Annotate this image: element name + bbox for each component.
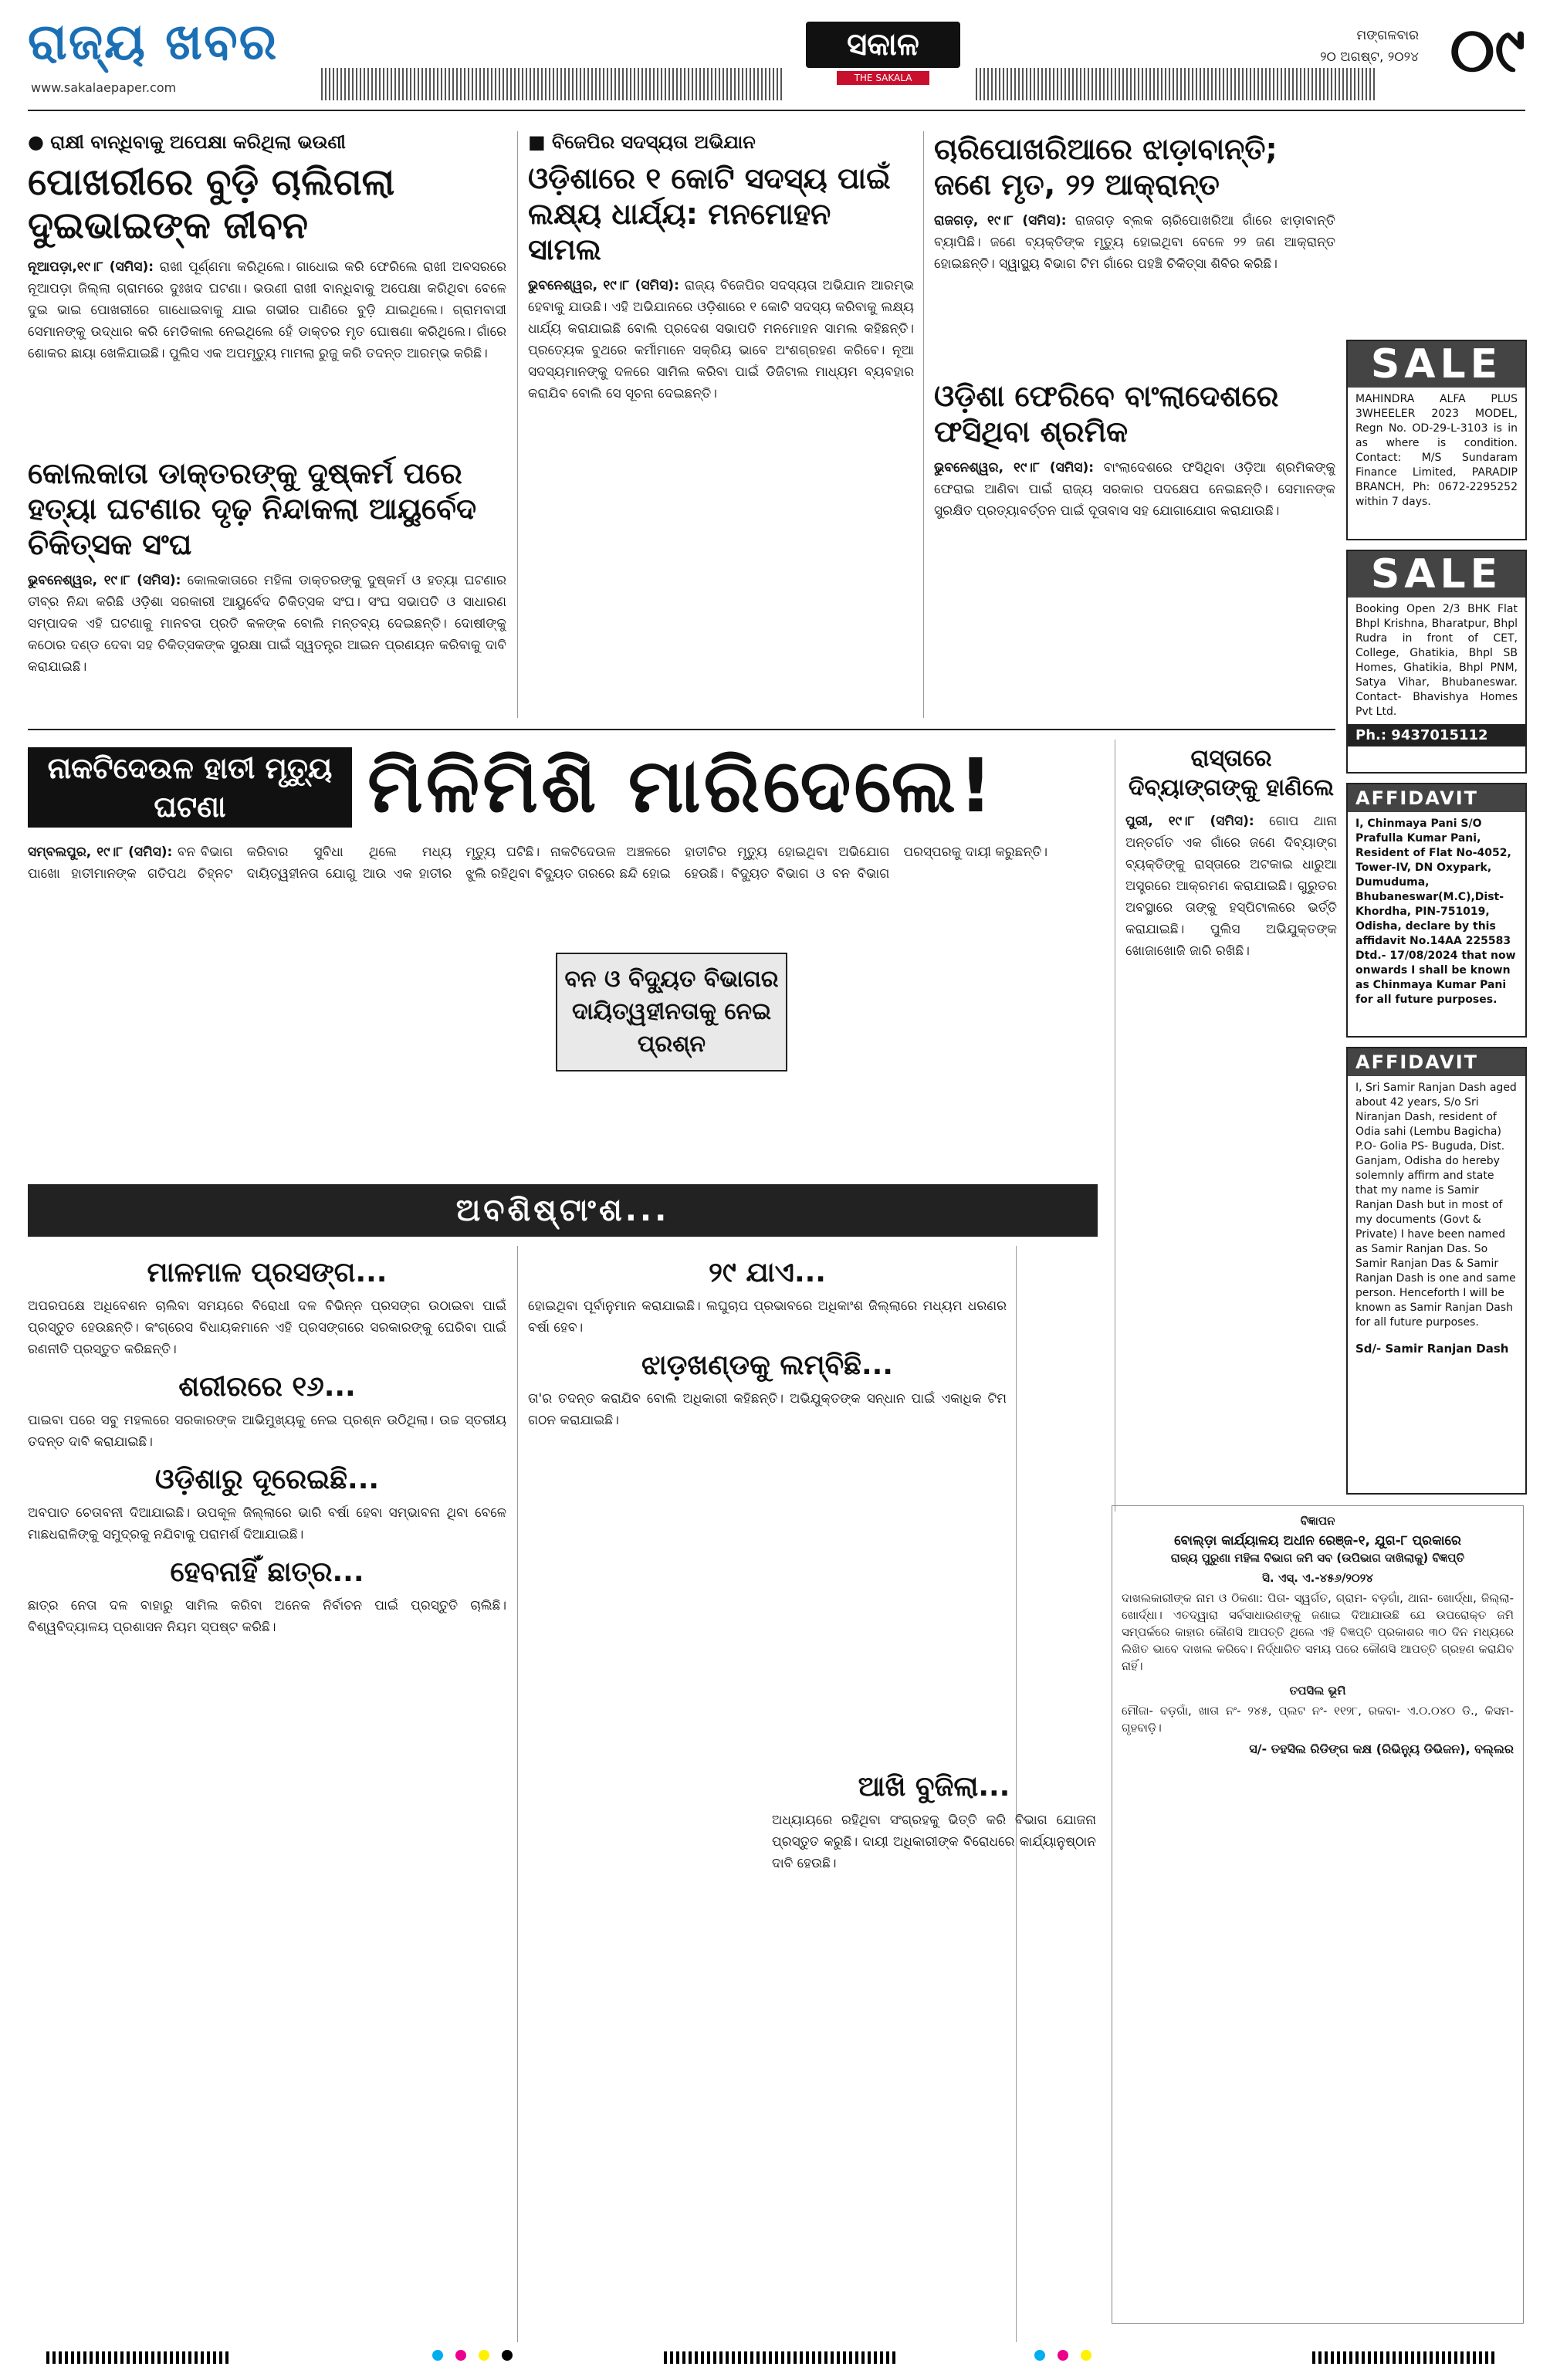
continuation-body: ପାଇବା ପରେ ସବୁ ମହଲରେ ସରକାରଙ୍କ ଆଭିମୁଖ୍ୟକୁ ନେଇ ପ୍ରଶ୍ନ ଉଠିଥିଲା। ଉଚ୍ଚ ସ୍ତରୀୟ ତଦନ୍ତ ଦାବି କରାଯାଇଛି।: [28, 1413, 506, 1450]
story-body: [528, 275, 914, 405]
legal-notice[interactable]: [1112, 1505, 1524, 2324]
masthead-hatch-left: [321, 68, 784, 100]
ad-title: SALE: [1348, 341, 1525, 388]
ad-phone: Ph.: 9437015112: [1348, 724, 1525, 747]
story-text: ରାଜଗଡ଼ ବ୍ଲକ ଚାରିପୋଖରିଆ ଗାଁରେ ଝାଡ଼ାବାନ୍ତି ବ୍ୟାପିଛି। ଜଣେ ବ୍ୟକ୍ତିଙ୍କ ମୃତ୍ୟୁ ହୋଇଥିବା ବେଳେ ୨୨ ଜଣ ଆକ୍ରାନ୍ତ ହୋଇଛନ୍ତି। ସ୍ୱାସ୍ଥ୍ୟ ବିଭାଗ ଟିମ ଗାଁରେ ପହଞ୍ଚି ଚିକିତ୍ସା ଶିବିର କରିଛି।: [934, 213, 1335, 272]
registration-mark-magenta: [1058, 2350, 1068, 2361]
story-text: ରାଖୀ ପୂର୍ଣ୍ଣମା କରିଥିଲେ। ଗାଧୋଇ କରି ଫେରିଲେ ରାଖୀ ଅବସରରେ ନୂଆପଡ଼ା ଜିଲ୍ଲା ଗ୍ରାମରେ ଦୁଃଖଦ ଘଟଣା। ଭଉଣୀ ରାଖୀ ବାନ୍ଧିବାକୁ ଅପେକ୍ଷା କରିଥିବା ବେଳେ ଦୁଇ ଭାଇ ପୋଖରୀରେ ଗାଧୋଇବାକୁ ଯାଇ ଗଭୀର ପାଣିରେ ବୁଡ଼ି ଯାଇଥିଲେ। ଗ୍ରାମବାସୀ ସେମାନଙ୍କୁ ଉଦ୍ଧାର କରି ମେଡିକାଲ ନେଇଥିଲେ ହେଁ ଡାକ୍ତର ମୃତ ଘୋଷଣା କରିଥିଲେ। ଗାଁରେ ଶୋକର ଛାୟା ଖେଳିଯାଇଛି। ପୁଲିସ ଏକ ଅପମୃତ୍ୟୁ ମାମଲା ରୁଜୁ କରି ତଦନ୍ତ ଆରମ୍ଭ କରିଛି।: [28, 259, 506, 361]
notice-body: ଦାଖଲକାରୀଙ୍କ ନାମ ଓ ଠିକଣା: ପିତା- ସ୍ୱର୍ଗତ, ଗ୍ରାମ- ବଡ଼ଗାଁ, ଥାନା- ଖୋର୍ଦ୍ଧା, ଜିଲ୍ଲା- ଖୋର୍ଦ୍ଧା। ଏତଦ୍ୱାରା ସର୍ବସାଧାରଣଙ୍କୁ ଜଣାଇ ଦିଆଯାଉଛି ଯେ ଉପରୋକ୍ତ ଜମି ସମ୍ପର୍କରେ କାହାର କୌଣସି ଆପତ୍ତି ଥିଲେ ଏହି ବିଜ୍ଞପ୍ତି ପ୍ରକାଶର ୩୦ ଦିନ ମଧ୍ୟରେ ଲିଖିତ ଭାବେ ଦାଖଲ କରିବେ। ନିର୍ଦ୍ଧାରିତ ସମୟ ପରେ କୌଣସି ଆପତ୍ତି ଗ୍ରହଣ କରାଯିବ ନାହିଁ।: [1122, 1591, 1514, 1673]
continuation-title[interactable]: ଝାଡ଼ଖଣ୍ଡକୁ ଲମ୍ବିଛି...: [641, 1349, 893, 1381]
story-kolkata: [28, 455, 506, 718]
story-headline[interactable]: ରାସ୍ତାରେ ଦିବ୍ୟାଙ୍ଗଙ୍କୁ ହାଣିଲେ: [1128, 745, 1335, 801]
ad-text: Booking Open 2/3 BHK Flat Bhpl Krishna, Bharatpur, Bhpl Rudra in front of CET, College, Ghatikia, Bhpl SB Homes, Ghatikia, Bhpl PNM, Satya Vihar, Bhubaneswar. Contact- Bhavishya Homes Pvt Ltd.: [1355, 603, 1518, 718]
continuation-title[interactable]: ଶରୀରରେ ୧୬...: [178, 1371, 356, 1403]
ad-text: I, Chinmaya Pani S/O Prafulla Kumar Pani, Resident of Flat No-4052, Tower-IV, DN Oxypark, Dumuduma, Bhubaneswar(M.C),Dist-Khordha, PIN-751019, Odisha, declare by this affidavit No.14AA 225583 Dtd.- 17/08/2024 that now onwards I shall be known as Chinmaya Kumar Pani for all future purposes.: [1355, 818, 1516, 1006]
continuation-body: ହୋଇଥିବା ପୂର୍ବାନୁମାନ କରାଯାଇଛି। ଲଘୁଚାପ ପ୍ରଭାବରେ ଅଧିକାଂଶ ଜିଲ୍ଲାରେ ମଧ୍ୟମ ଧରଣର ବର୍ଷା ହେବ।: [528, 1298, 1007, 1336]
print-strip-left: [46, 2351, 232, 2364]
classified-sale-flat[interactable]: [1346, 550, 1527, 774]
column-divider: [517, 131, 518, 718]
continuation-body: ତା'ର ତଦନ୍ତ କରାଯିବ ବୋଲି ଅଧିକାରୀ କହିଛନ୍ତି। ଅଭିଯୁକ୍ତଙ୍କ ସନ୍ଧାନ ପାଇଁ ଏକାଧିକ ଟିମ ଗଠନ କରାଯାଇଛି।: [528, 1391, 1007, 1428]
classified-affidavit-dash[interactable]: [1346, 1047, 1527, 1495]
story-bjp-membership: [528, 131, 914, 718]
story-kicker: ● ରାକ୍ଷୀ ବାନ୍ଧିବାକୁ ଅପେକ୍ଷା କରିଥିଲା ଭଉଣୀ: [28, 131, 346, 153]
continuation-body: ଅବପାତ ଚେତାବନୀ ଦିଆଯାଇଛି। ଉପକୂଳ ଜିଲ୍ଲାରେ ଭାରି ବର୍ଷା ହେବା ସମ୍ଭାବନା ଥିବା ବେଳେ ମାଛଧରାଳିଙ୍କୁ ସମୁଦ୍ରକୁ ନଯିବାକୁ ପରାମର୍ଶ ଦିଆଯାଇଛି।: [28, 1505, 506, 1542]
story-headline[interactable]: ପୋଖରୀରେ ବୁଡ଼ି ଚାଲିଗଲା ଦୁଇଭାଇଙ୍କ ଜୀବନ: [28, 161, 395, 247]
story-body: [934, 210, 1335, 275]
masthead-hatch-right: [976, 68, 1377, 100]
registration-mark-cyan: [432, 2350, 443, 2361]
ad-text: MAHINDRA ALFA PLUS 3WHEELER 2023 MODEL, Regn No. OD-29-L-3103 is in as where is condition. Contact: M/S Sundaram Finance Limited, PARADIP BRANCH, Ph: 0672-2295252 within 7 days.: [1355, 393, 1518, 508]
classified-affidavit-pani[interactable]: [1346, 783, 1527, 1038]
notice-schedule-title: ତପସିଲ ଭୂମି: [1289, 1684, 1346, 1698]
ad-title: AFFIDAVIT: [1348, 1048, 1525, 1076]
continuation-title[interactable]: ମାଳମାଳ ପ୍ରସଙ୍ଗ...: [147, 1257, 388, 1288]
newspaper-logo-sub: THE SAKALA: [837, 71, 929, 85]
story-text: ରାଜ୍ୟ ବିଜେପିର ସଦସ୍ୟତା ଅଭିଯାନ ଆରମ୍ଭ ହେବାକୁ ଯାଉଛି। ଏହି ଅଭିଯାନରେ ଓଡ଼ିଶାରେ ୧ କୋଟି ସଦସ୍ୟ କରିବାକୁ ଲକ୍ଷ୍ୟ ଧାର୍ଯ୍ୟ କରାଯାଇଛି ବୋଲି ପ୍ରଦେଶ ସଭାପତି ମନମୋହନ ସାମଲ କହିଛନ୍ତି। ପ୍ରତ୍ୟେକ ବୁଥରେ କର୍ମୀମାନେ ସକ୍ରିୟ ଭାବେ ଅଂଶଗ୍ରହଣ କରିବେ। ନୂଆ ସଦସ୍ୟମାନଙ୍କୁ ଦଳରେ ସାମିଲ କରିବା ପାଇଁ ଡିଜିଟାଲ ମାଧ୍ୟମ ବ୍ୟବହାର କରାଯିବ ବୋଲି ସେ ସୂଚନା ଦେଇଛନ୍ତି।: [528, 278, 914, 401]
continuations-bar: ଅବଶିଷ୍ଟାଂଶ...: [28, 1184, 1098, 1237]
story-headline[interactable]: ଓଡ଼ିଶାରେ ୧ କୋଟି ସଦସ୍ୟ ପାଇଁ ଲକ୍ଷ୍ୟ ଧାର୍ଯ୍ୟ: ମନମୋହନ ସାମଲ: [528, 161, 891, 266]
story-headline[interactable]: ଓଡ଼ିଶା ଫେରିବେ ବାଂଲାଦେଶରେ ଫସିଥିବା ଶ୍ରମିକ: [934, 379, 1279, 449]
story-dateline: ରାଜଗଡ଼, ୧୯।୮ (ସମିସ):: [934, 213, 1067, 229]
continuation-body: ଅଧ୍ୟାୟରେ ରହିଥିବା ସଂଗ୍ରହକୁ ଭିତ୍ତି କରି ବିଭାଗ ଯୋଜନା ପ୍ରସ୍ତୁତ କରୁଛି। ଦାୟୀ ଅଧିକାରୀଙ୍କ ବିରୋଧରେ କାର୍ଯ୍ୟାନୁଷ୍ଠାନ ଦାବି ହେଉଛି।: [772, 1813, 1096, 1871]
story-drowning: [28, 131, 506, 448]
ad-text: I, Sri Samir Ranjan Dash aged about 42 years, S/o Sri Niranjan Dash, resident of Odia sahi (Lembu Bagicha) P.O- Golia PS- Buguda, Dist. Ganjam, Odisha do hereby solemnly affirm and state that my name is Samir Ranjan Dash but in most of my documents (Govt & Private) I have been named as Samir Ranjan Das. So Samir Ranjan Das & Samir Ranjan Dash is one and same person. Henceforth I will be known as Samir Ranjan Dash for all future purposes.: [1355, 1082, 1517, 1329]
story-dateline: ସମ୍ବଲପୁର, ୧୯।୮ (ସମିସ):: [28, 845, 173, 860]
lead-pullquote: ବନ ଓ ବିଦ୍ୟୁତ ବିଭାଗର ଦାୟିତ୍ୱହୀନତାକୁ ନେଇ ପ୍ରଶ୍ନ: [556, 953, 787, 1072]
notice-title: ବୋଲ୍ଡ଼ା କାର୍ଯ୍ୟାଳୟ ଅଧୀନ ରେଞ୍ଜ-୧, ଯୁଗ-୮ ପ୍ରକାରେ: [1174, 1533, 1461, 1549]
classified-sale-vehicle[interactable]: [1346, 340, 1527, 540]
notice-ref: ସି. ଏସ୍. ଏ.-୪୫୬/୨୦୨୪: [1262, 1571, 1373, 1585]
story-dateline: ନୂଆପଡ଼ା,୧୯।୮ (ସମିସ):: [28, 259, 154, 275]
lead-top-rule: [28, 729, 1335, 730]
website-link[interactable]: www.sakalaepaper.com: [31, 80, 177, 95]
story-diarrhoea: [934, 131, 1335, 371]
story-body: [28, 570, 506, 678]
continuation-title[interactable]: ଓଡ଼ିଶାରୁ ଦୂରେଇଛି...: [154, 1464, 380, 1495]
continuation-title[interactable]: ୨୯ ଯାଏ...: [709, 1257, 826, 1288]
story-text: ବନ ବିଭାଗ ପାଖୋ ହାତୀମାନଙ୍କ ଗତିପଥ ଚିହ୍ନଟ କରିବାର ସୁବିଧା ଥିଲେ ମଧ୍ୟ ଦାୟିତ୍ୱହୀନତା ଯୋଗୁ ଆଉ ଏକ ହାତୀର ମୃତ୍ୟୁ ଘଟିଛି। ନାକଟିଦେଉଳ ଅଞ୍ଚଳରେ ଝୁଲି ରହିଥିବା ବିଦ୍ୟୁତ ତାରରେ ଛନ୍ଦି ହୋଇ ହାତୀଟିର ମୃତ୍ୟୁ ହୋଇଥିବା ଅଭିଯୋଗ ହେଉଛି। ବିଦ୍ୟୁତ ବିଭାଗ ଓ ବନ ବିଭାଗ ପରସ୍ପରକୁ ଦାୟୀ କରୁଛନ୍ତି।: [28, 845, 1048, 882]
issue-day: ମଙ୍ଗଳବାର: [1356, 28, 1419, 43]
ad-signature: Sd/- Samir Ranjan Dash: [1355, 1342, 1509, 1356]
story-bangladesh-workers: [934, 378, 1335, 718]
continuations-col-3b: [772, 1760, 1096, 2331]
story-body: [28, 256, 506, 364]
registration-mark-yellow: [479, 2350, 489, 2361]
registration-mark-cyan: [1034, 2350, 1045, 2361]
notice-label: ବିଜ୍ଞାପନ: [1300, 1514, 1335, 1528]
column-divider: [517, 1246, 518, 2342]
story-body: [28, 841, 1108, 885]
issue-dateline: [1320, 25, 1419, 68]
registration-mark-magenta: [455, 2350, 466, 2361]
story-dateline: ଭୁବନେଶ୍ୱର, ୧୯।୮ (ସମିସ):: [934, 460, 1095, 476]
continuation-title[interactable]: ହେବନାହିଁ ଛାତ୍ର...: [170, 1556, 364, 1588]
masthead: [28, 14, 1525, 99]
page-number: ୦୯: [1450, 14, 1525, 86]
lead-kicker: ନାକଟିଦେଉଳ ହାତୀ ମୃତ୍ୟୁ ଘଟଣା: [28, 747, 352, 828]
story-headline[interactable]: ଚାରିପୋଖରିଆରେ ଝାଡ଼ାବାନ୍ତି; ଜଣେ ମୃତ, ୨୨ ଆକ୍ରାନ୍ତ: [934, 132, 1278, 201]
registration-mark-black: [502, 2350, 513, 2361]
continuation-body: ଛାତ୍ର ନେତା ଦଳ ବାହାରୁ ସାମିଲ କରିବା ଅନେକ ନିର୍ବାଚନ ପାଇଁ ପ୍ରସ୍ତୁତି ଚାଲିଛି। ବିଶ୍ୱବିଦ୍ୟାଳୟ ପ୍ରଶାସନ ନିୟମ ସ୍ପଷ୍ଟ କରିଛି।: [28, 1598, 506, 1635]
newspaper-logo: ସକାଳ: [806, 22, 960, 68]
story-disabled-attack: [1125, 744, 1337, 1501]
story-text: ଗୋପ ଥାନା ଅନ୍ତର୍ଗତ ଏକ ଗାଁରେ ଜଣେ ଦିବ୍ୟାଙ୍ଗ ବ୍ୟକ୍ତିଙ୍କୁ ରାସ୍ତାରେ ଅଟକାଇ ଧାରୁଆ ଅସ୍ତ୍ରରେ ଆକ୍ରମଣ କରାଯାଇଛି। ଗୁରୁତର ଅବସ୍ଥାରେ ତାଙ୍କୁ ହସ୍ପିଟାଲରେ ଭର୍ତ୍ତି କରାଯାଇଛି। ପୁଲିସ ଅଭିଯୁକ୍ତଙ୍କ ଖୋଜାଖୋଜି ଜାରି ରଖିଛି।: [1125, 814, 1337, 959]
lead-headline[interactable]: ମିଳିମିଶି ମାରିଦେଲେ!: [367, 743, 996, 829]
section-title: ରାଜ୍ୟ ଖବର: [28, 14, 279, 71]
story-text: ବାଂଲାଦେଶରେ ଫସିଥିବା ଓଡ଼ିଆ ଶ୍ରମିକଙ୍କୁ ଫେରାଇ ଆଣିବା ପାଇଁ ରାଜ୍ୟ ସରକାର ପଦକ୍ଷେପ ନେଇଛନ୍ତି। ସେମାନଙ୍କ ସୁରକ୍ଷିତ ପ୍ରତ୍ୟାବର୍ତ୍ତନ ପାଇଁ ଦୂତାବାସ ସହ ଯୋଗାଯୋଗ କରାଯାଉଛି।: [934, 460, 1335, 519]
story-headline[interactable]: କୋଲକାତା ଡାକ୍ତରଙ୍କୁ ଦୁଷ୍କର୍ମ ପରେ ହତ୍ୟା ଘଟଣାର ଦୃଢ଼ ନିନ୍ଦାକଲା ଆୟୁର୍ବେଦ ଚିକିତ୍ସକ ସଂଘ: [28, 456, 477, 561]
lead-banner: [28, 740, 1108, 832]
story-dateline: ପୁରୀ, ୧୯।୮ (ସମିସ):: [1125, 814, 1254, 829]
masthead-rule: [28, 110, 1525, 111]
story-text: କୋଲକାତାରେ ମହିଳା ଡାକ୍ତରଙ୍କୁ ଦୁଷ୍କର୍ମ ଓ ହତ୍ୟା ଘଟଣାର ତୀବ୍ର ନିନ୍ଦା କରିଛି ଓଡ଼ିଶା ସରକାରୀ ଆୟୁର୍ବେଦ ଚିକିତ୍ସକ ସଂଘ। ସଂଘ ସଭାପତି ଓ ସାଧାରଣ ସମ୍ପାଦକ ଏହି ଘଟଣାକୁ ମାନବତା ପ୍ରତି କଳଙ୍କ ବୋଲି ମନ୍ତବ୍ୟ ଦେଇଛନ୍ତି। ଦୋଷୀଙ୍କୁ କଠୋର ଦଣ୍ଡ ଦେବା ସହ ଚିକିତ୍ସକଙ୍କ ସୁରକ୍ଷା ପାଇଁ ସ୍ୱତନ୍ତ୍ର ଆଇନ ପ୍ରଣୟନ କରିବାକୁ ଦାବି କରାଯାଇଛି।: [28, 573, 506, 675]
registration-mark-yellow: [1081, 2350, 1091, 2361]
continuation-title[interactable]: ଆଖି ବୁଜିଲା...: [858, 1771, 1010, 1803]
print-strip-center: [664, 2351, 895, 2364]
story-kicker: ■ ବିଜେପିର ସଦସ୍ୟତା ଅଭିଯାନ: [528, 131, 756, 153]
issue-date: ୨୦ ଅଗଷ୍ଟ, ୨୦୨୪: [1320, 49, 1419, 65]
continuation-body: ଅପରପକ୍ଷେ ଅଧିବେଶନ ଚାଲିବା ସମୟରେ ବିରୋଧୀ ଦଳ ବିଭିନ୍ନ ପ୍ରସଙ୍ଗ ଉଠାଇବା ପାଇଁ ପ୍ରସ୍ତୁତ ହେଉଛନ୍ତି। କଂଗ୍ରେସ ବିଧାୟକମାନେ ଏହି ପ୍ରସଙ୍ଗରେ ସରକାରଙ୍କୁ ଘେରିବା ପାଇଁ ରଣନୀତି ପ୍ରସ୍ତୁତ କରିଛନ୍ତି।: [28, 1298, 506, 1357]
story-body: [1125, 811, 1337, 962]
story-dateline: ଭୁବନେଶ୍ୱର, ୧୯।୮ (ସମିସ):: [528, 278, 679, 293]
story-body: [934, 457, 1335, 522]
ad-title: AFFIDAVIT: [1348, 784, 1525, 812]
ad-title: SALE: [1348, 551, 1525, 598]
column-divider: [923, 131, 924, 718]
notice-subtitle: ରାଜ୍ୟ ପୁରୁଣା ମହିଳା ବିଭାଗ ଜମି ସବ (ଉପିଭାଗ ଦାଖିଲାକୁ) ବିଜ୍ଞପ୍ତି: [1170, 1551, 1465, 1565]
continuations-col-1: [28, 1246, 506, 2342]
notice-schedule: ମୌଜା- ବଡ଼ଗାଁ, ଖାତା ନଂ- ୨୪୫, ପ୍ଲଟ ନଂ- ୧୧୨୮, ରକବା- ଏ.୦.୦୪୦ ଡି., କିସମ- ଗୃହବାଡ଼ି।: [1122, 1704, 1514, 1735]
notice-signature: ସ/- ତହସିଲ ରିଡିଙ୍ଗ କକ୍ଷ (ରିଭିନ୍ୟୁ ଡିଭିଜନ), ବଲ୍ଲର: [1249, 1742, 1514, 1756]
print-strip-right: [1312, 2351, 1498, 2364]
story-dateline: ଭୁବନେଶ୍ୱର, ୧୯।୮ (ସମିସ):: [28, 573, 181, 588]
